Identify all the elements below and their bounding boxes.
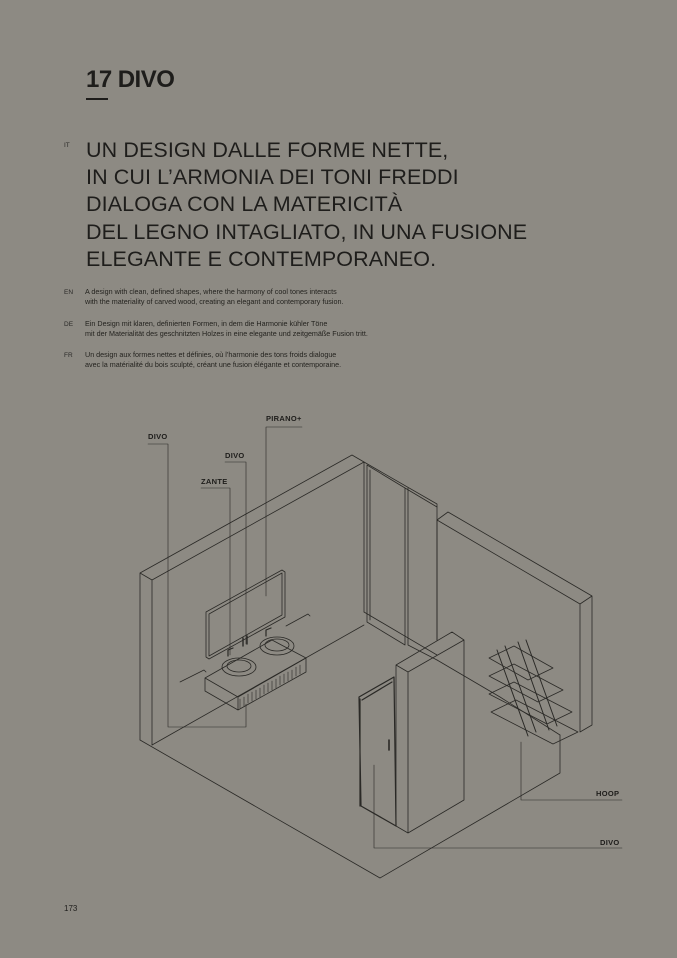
towel-rail-right [286,614,310,626]
tap-left [228,648,233,656]
vanity-grooves [240,665,300,708]
glass-panel-back [367,465,437,660]
leader-zante [201,488,230,655]
leader-divo-shower [374,765,622,848]
headline-line: ELEGANTE E CONTEMPORANEO. [86,246,437,271]
label-divo-mirror: DIVO [225,451,245,460]
section-number: 17 [86,66,112,93]
mirror [206,570,285,659]
translation-line: mit der Materialität des geschnitzten Holzes in eine elegante und zeitgemäße Fusion tritt. [85,328,368,338]
headline-line: IN CUI L’ARMONIA DEI TONI FREDDI [86,165,459,190]
lang-code-it: IT [64,142,70,149]
basin-left-inner [227,660,251,672]
hoop-shelf-4 [491,700,578,744]
label-divo-top: DIVO [148,432,168,441]
shower-glass-front [359,677,396,826]
vanity-cabinet [205,640,306,710]
headline-line: DEL LEGNO INTAGLIATO, IN UNA FUSIONE [86,219,528,244]
basin-right-inner [265,639,289,651]
hoop-ladder [497,640,557,736]
translation-line: avec la matérialité du bois sculpté, créant une fusion élégante et contemporaine. [85,359,342,369]
leader-pirano [266,427,302,596]
headline-line: DIALOGA CON LA MATERICITÀ [86,192,403,217]
lang-code-fr: FR [64,352,73,359]
floor-outline [140,735,560,878]
translation-line: Ein Design mit klaren, definierten Formen, in dem die Harmonie kühler Töne [85,319,328,328]
tap-right [266,628,271,636]
lang-code-de: DE [64,321,74,328]
label-divo-shower: DIVO [600,838,620,847]
back-wall [364,462,437,655]
hoop-shelf-2 [489,664,563,702]
left-wall [140,455,364,745]
page-number: 173 [64,904,78,913]
headline-line: UN DESIGN DALLE FORME NETTE, [86,138,449,162]
lang-code-en: EN [64,289,74,296]
translation-line: A design with clean, defined shapes, where the harmony of cool tones interacts [85,287,337,296]
leader-divo-mirror [225,462,246,644]
label-pirano: PIRANO+ [266,414,302,423]
translation-line: Un design aux formes nettes et définies, où l’harmonie des tons froids dialogue [85,350,337,359]
label-hoop: HOOP [596,789,620,798]
section-title: DIVO [117,66,175,93]
translation-line: with the materiality of carved wood, creating an elegant and contemporary fusion. [85,296,344,306]
partition-wall [396,632,464,833]
soap-dispenser [243,636,247,646]
leader-divo-top [148,444,246,727]
towel-rail-left [180,670,206,682]
label-zante: ZANTE [201,477,228,486]
